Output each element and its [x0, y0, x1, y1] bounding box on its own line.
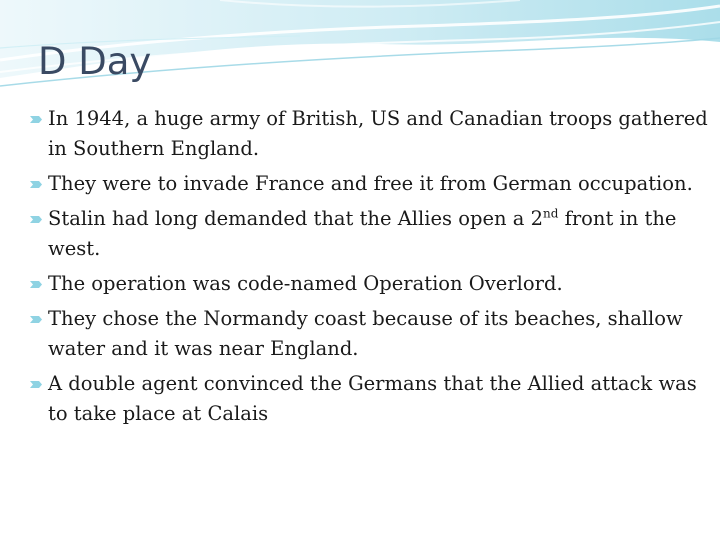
- slide-title: D Day: [38, 40, 152, 83]
- bullet-item: [30, 369, 710, 429]
- arrow-bullet-icon: [30, 180, 43, 189]
- arrow-bullet-icon: [30, 315, 43, 324]
- bullet-superscript: nd: [543, 206, 559, 221]
- arrow-bullet-icon: [30, 280, 43, 289]
- bullet-item: [30, 104, 710, 164]
- arrow-bullet-icon: [30, 215, 43, 224]
- bullet-list: [30, 104, 710, 434]
- bullet-text-after: front in the west.: [48, 207, 677, 260]
- bullet-item: [30, 269, 710, 299]
- arrow-bullet-icon: [30, 380, 43, 389]
- bullet-text: In 1944, a huge army of British, US and Canadian troops gathered in Southern England.: [48, 107, 708, 160]
- bullet-text: They chose the Normandy coast because of its beaches, shallow water and it was near England.: [48, 307, 683, 360]
- bullet-text: A double agent convinced the Germans that the Allied attack was to take place at Calais: [48, 372, 697, 425]
- bullet-text: The operation was code-named Operation Overlord.: [48, 272, 563, 295]
- bullet-text-before: Stalin had long demanded that the Allies open a 2: [48, 207, 544, 230]
- bullet-item: [30, 169, 710, 199]
- bullet-item: [30, 204, 710, 264]
- bullet-text: They were to invade France and free it from German occupation.: [48, 172, 693, 195]
- bullet-item: [30, 304, 710, 364]
- arrow-bullet-icon: [30, 115, 43, 124]
